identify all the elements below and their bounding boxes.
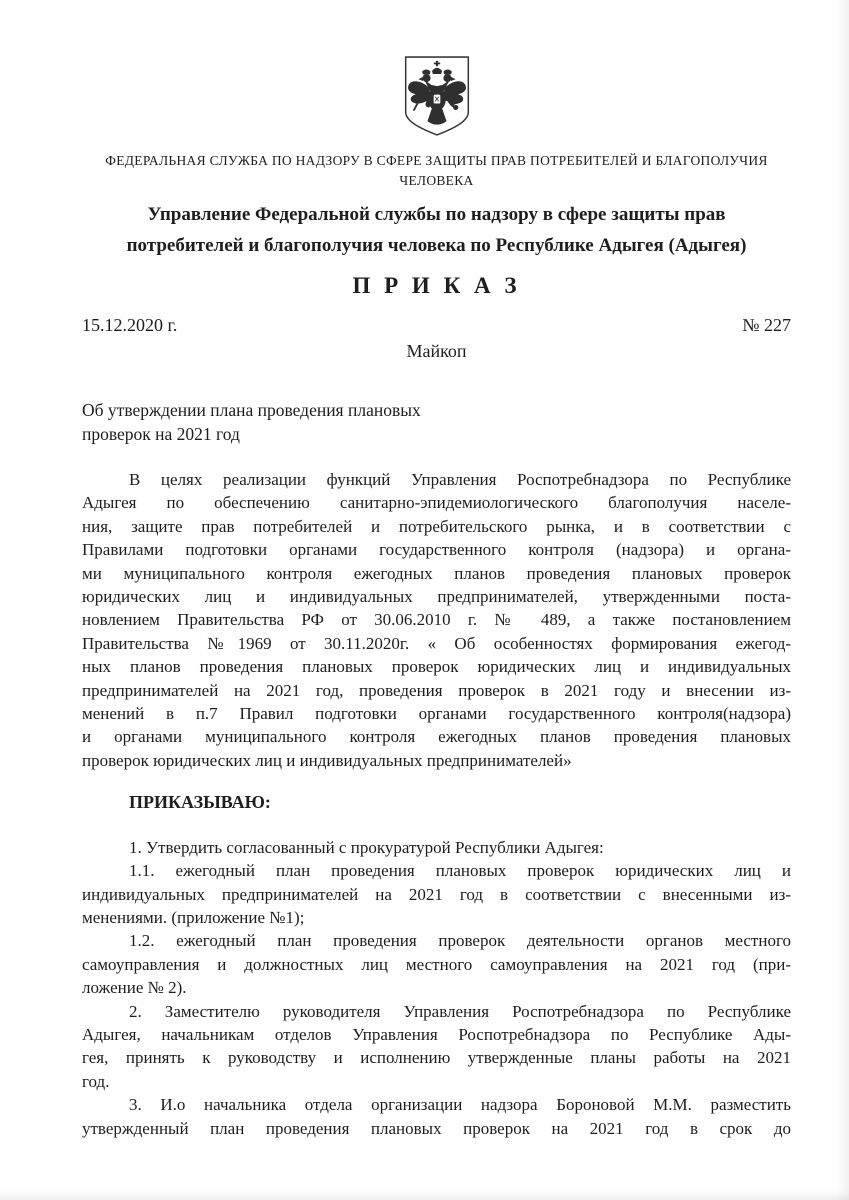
text-line: ложение № 2).: [82, 978, 187, 998]
text-line: менений в п.7 Правил подготовки органами государственного контроля(надзора): [82, 704, 791, 724]
text-line: 1.1. ежегодный план проведения плановых проверок юридических лиц и: [129, 861, 791, 881]
text-line: Правилами подготовки органами государственного контроля (надзора) и органа-: [82, 540, 791, 560]
order-subject: [82, 399, 791, 446]
decree-items: [82, 836, 791, 1140]
text-line: и органами муниципального контроля ежегодных планов проведения плановых: [82, 727, 791, 747]
text-line: ния, защите прав потребителей и потребительского рынка, и в соответствии с: [82, 516, 791, 536]
text-line: гея, принять к руководству и исполнению утвержденные планы работы на 2021: [82, 1048, 791, 1068]
text-line: 1.2. ежегодный план проведения проверок деятельности органов местного: [129, 931, 791, 951]
text-line: индивидуальных предпринимателей на 2021 год в соответствии с внесенными из-: [82, 884, 791, 904]
text-line: предпринимателей на 2021 год, проведения проверок в 2021 году и внесении из-: [82, 680, 791, 700]
text-line: ных планов проведения плановых проверок юридических лиц и индивидуальных: [82, 657, 791, 677]
text-line: Правительства №1969 от 30.11.2020г. « Об особенностях формирования ежегод-: [82, 633, 791, 653]
order-city: Майкоп: [406, 341, 467, 361]
text-line: Адыгея по обеспечению санитарно-эпидемиологического благополучия населе-: [82, 493, 791, 513]
text-line: утвержденный план проведения плановых проверок на 2021 год в срок до: [82, 1118, 791, 1138]
order-subject-line1: Об утверждении плана проведения плановых: [82, 400, 421, 420]
order-subject-line2: проверок на 2021 год: [82, 423, 240, 444]
text-line: 1. Утвердить согласованный с прокуратурой Республики Адыгея:: [129, 837, 604, 857]
agency-name-line1: ФЕДЕРАЛЬНАЯ СЛУЖБА ПО НАДЗОРУ В СФЕРЕ ЗАЩИТЫ ПРАВ ПОТРЕБИТЕЛЕЙ И БЛАГОПОЛУЧИЯ: [105, 153, 768, 168]
text-line: новлением Правительства РФ от 30.06.2010 г. № 489, а также постановлением: [82, 610, 791, 630]
organization-name-line1: Управление Федеральной службы по надзору в сфере защиты прав: [147, 204, 726, 225]
emblem-container: [82, 54, 791, 138]
text-line: проверок юридических лиц и индивидуальных предпринимателей»: [82, 750, 572, 770]
order-number: № 227: [742, 315, 791, 335]
paragraph-item-3: [82, 1093, 791, 1140]
text-line: менениями. (приложение №1);: [82, 907, 305, 927]
organization-name-line2: потребителей и благополучия человека по Республике Адыгея (Адыгея): [126, 235, 747, 256]
paragraph-preamble: [82, 468, 791, 772]
paragraph-item-1-2: [82, 929, 791, 999]
paragraph-item-2: [82, 1000, 791, 1094]
organization-name: [82, 199, 791, 261]
text-line: год.: [82, 1071, 110, 1091]
text-line: самоуправления и должностных лиц местного самоуправления на 2021 год (при-: [82, 954, 791, 974]
agency-name: [82, 151, 791, 191]
paragraph-item-1: [82, 836, 791, 859]
decree-label: ПРИКАЗЫВАЮ:: [129, 792, 271, 813]
order-date: 15.12.2020 г.: [82, 315, 178, 335]
text-line: 2. Заместителю руководителя Управления Роспотребнадзора по Республике: [129, 1001, 791, 1021]
date-number-row: [82, 314, 791, 337]
text-line: юридических лиц и индивидуальных предпринимателей, утвержденными поста-: [82, 587, 791, 607]
text-line: ми муниципального контроля ежегодных планов проведения плановых проверок: [82, 563, 791, 583]
paragraph-item-1-1: [82, 859, 791, 929]
text-line: 3. И.о начальника отдела организации надзора Бороновой М.М. разместить: [129, 1095, 791, 1115]
russia-coat-of-arms-icon: [397, 54, 477, 138]
agency-name-line2: ЧЕЛОВЕКА: [399, 173, 474, 188]
text-line: В целях реализации функций Управления Роспотребнадзора по Республике: [129, 470, 791, 489]
text-line: Адыгея, начальникам отделов Управления Роспотребнадзора по Республике Ады-: [82, 1024, 791, 1044]
document-title: П Р И К А З: [352, 273, 521, 298]
